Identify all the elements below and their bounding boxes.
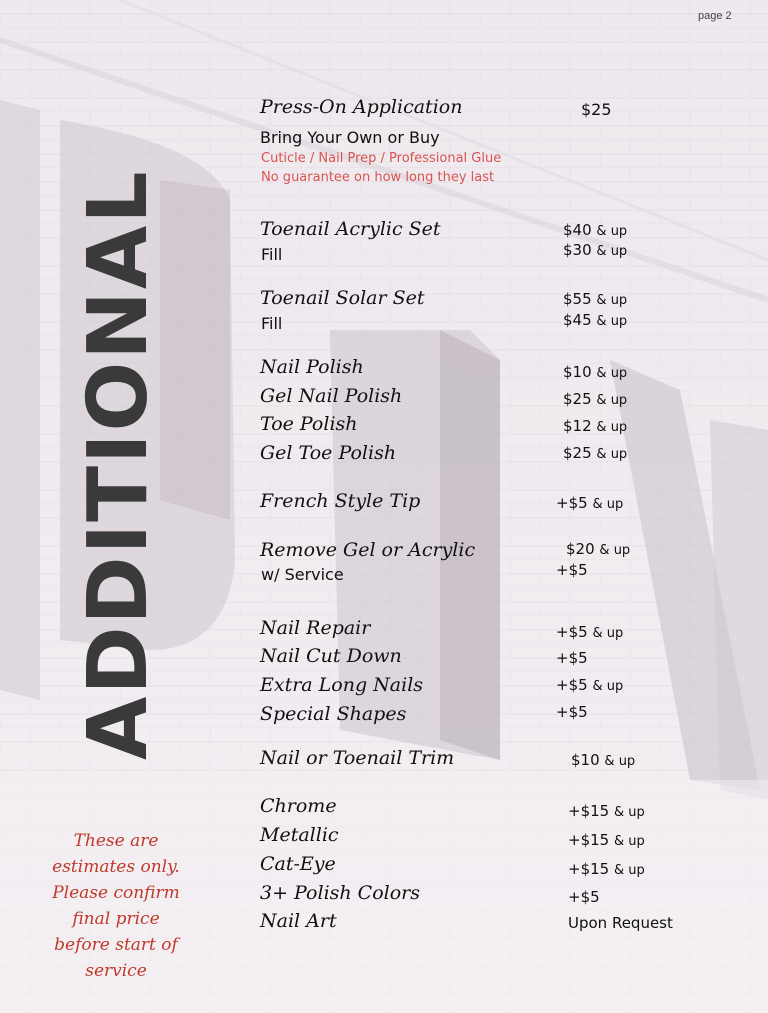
price-metallic: +$15 & up — [568, 831, 645, 849]
price-polish-colors: +$5 — [568, 888, 600, 906]
toenail-solar-fill: Fill — [261, 314, 283, 333]
price-toenail-acrylic-fill: $30 & up — [563, 241, 628, 259]
estimate-note: These are estimates only. Please confirm final price before start of service — [52, 831, 180, 981]
price-nail-repair: +$5 & up — [556, 623, 624, 641]
price-french-tip: +$5 & up — [556, 494, 624, 512]
price-press-on: $25 — [581, 100, 612, 119]
service-toe-polish: Toe Polish — [260, 413, 358, 435]
toenail-acrylic-fill: Fill — [261, 245, 283, 264]
service-remove-gel: Remove Gel or Acrylic — [260, 539, 476, 561]
price-nail-polish: $10 & up — [563, 363, 628, 381]
service-polish-colors: 3+ Polish Colors — [260, 882, 421, 904]
service-metallic: Metallic — [260, 824, 339, 846]
service-nail-repair: Nail Repair — [260, 617, 371, 639]
section-title: ADDITIONAL — [71, 169, 166, 760]
price-nail-cut-down: +$5 — [556, 649, 588, 667]
service-nail-art: Nail Art — [260, 910, 337, 932]
press-on-detail-1: Cuticle / Nail Prep / Professional Glue — [261, 151, 502, 166]
service-nail-trim: Nail or Toenail Trim — [260, 747, 455, 769]
remove-with-service: w/ Service — [261, 565, 344, 584]
service-gel-toe-polish: Gel Toe Polish — [260, 442, 397, 464]
price-toe-polish: $12 & up — [563, 417, 628, 435]
price-toenail-acrylic: $40 & up — [563, 221, 628, 239]
service-extra-long: Extra Long Nails — [260, 674, 424, 696]
service-toenail-solar: Toenail Solar Set — [260, 287, 425, 309]
price-nail-trim: $10 & up — [571, 751, 636, 769]
service-nail-cut-down: Nail Cut Down — [260, 645, 402, 667]
service-cat-eye: Cat-Eye — [260, 853, 336, 875]
service-press-on: Press-On Application — [260, 96, 463, 118]
press-on-sub: Bring Your Own or Buy — [260, 128, 440, 147]
price-special-shapes: +$5 — [556, 703, 588, 721]
price-gel-nail-polish: $25 & up — [563, 390, 628, 408]
price-extra-long: +$5 & up — [556, 676, 624, 694]
price-remove-with-service: +$5 — [556, 561, 588, 579]
price-cat-eye: +$15 & up — [568, 860, 645, 878]
price-nail-art: Upon Request — [568, 914, 673, 932]
service-toenail-acrylic: Toenail Acrylic Set — [260, 218, 441, 240]
press-on-detail-2: No guarantee on how long they last — [261, 170, 495, 185]
price-toenail-solar: $55 & up — [563, 290, 628, 308]
price-toenail-solar-fill: $45 & up — [563, 311, 628, 329]
price-remove-gel: $20 & up — [566, 540, 631, 558]
service-nail-polish: Nail Polish — [260, 356, 364, 378]
service-french-tip: French Style Tip — [260, 490, 421, 512]
page-number: page 2 — [698, 10, 732, 22]
service-gel-nail-polish: Gel Nail Polish — [260, 385, 403, 407]
service-special-shapes: Special Shapes — [260, 703, 407, 725]
price-gel-toe-polish: $25 & up — [563, 444, 628, 462]
service-chrome: Chrome — [260, 795, 337, 817]
price-chrome: +$15 & up — [568, 802, 645, 820]
